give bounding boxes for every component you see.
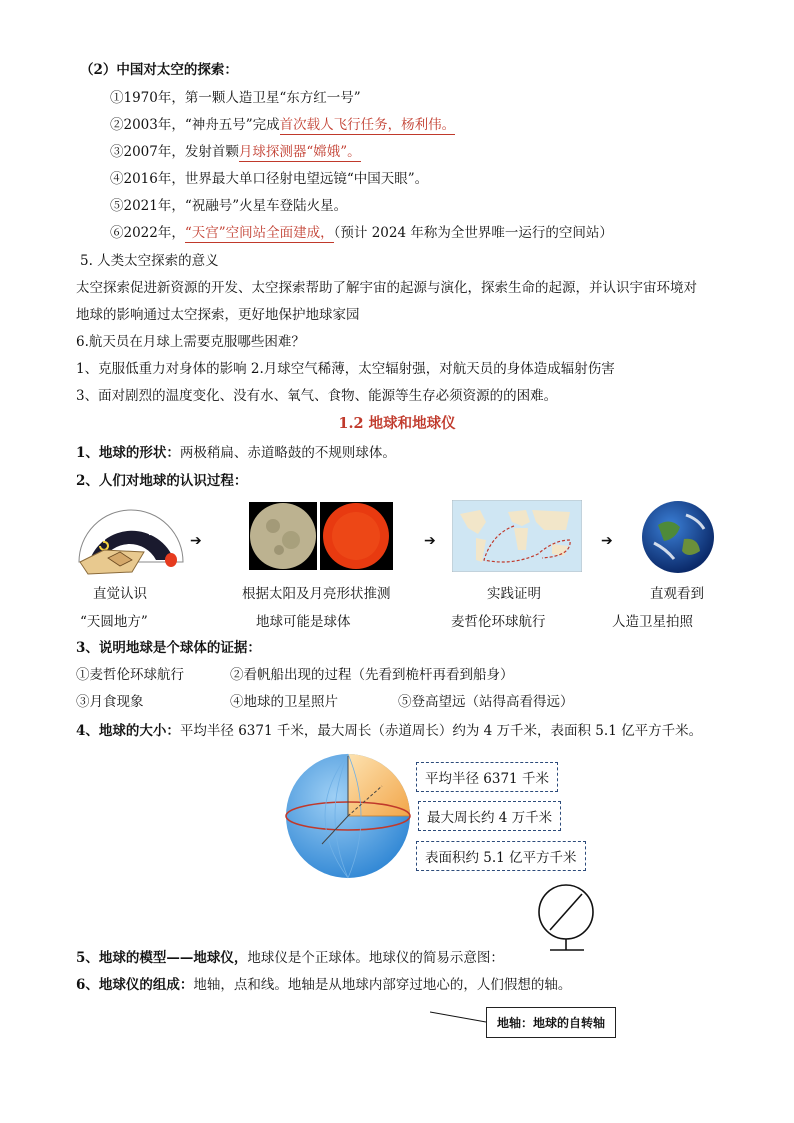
voyage-map-image	[452, 500, 582, 572]
item-3-pre: ③2007年，发射首颗	[110, 144, 239, 160]
stage-3-top: 实践证明	[487, 586, 541, 602]
surface-area-box: 表面积约 5.1 亿平方千米	[416, 841, 586, 871]
stage-2-top: 根据太阳及月亮形状推测	[242, 586, 391, 602]
section-5-line-2: 地球的影响通过太空探索，更好地保护地球家园	[76, 307, 360, 323]
earth-shape-text: 两极稍扁、赤道略鼓的不规则球体。	[179, 445, 396, 461]
stage-3-bottom: 麦哲伦环球航行	[451, 614, 546, 630]
globe-model-text: 地球仪是个正球体。地球仪的简易示意图：	[247, 950, 504, 966]
axis-label-key: 地轴：	[497, 1016, 534, 1030]
radius-box: 平均半径 6371 千米	[416, 762, 558, 792]
evidence-5: ⑤登高望远（站得高看得远）	[398, 694, 574, 710]
section-2-title: （2）中国对太空的探索：	[80, 62, 238, 78]
item-2-pre: ②2003年，“神舟五号”完成	[110, 117, 280, 133]
stage-4-top: 直观看到	[650, 586, 704, 602]
earth-size-line	[76, 719, 702, 739]
dome-sky-image	[74, 500, 184, 580]
arrow-2-icon: ➔	[424, 533, 436, 549]
stage-1-top: 直觉认识	[93, 586, 147, 602]
axis-pointer-line	[430, 1008, 490, 1028]
moon-image	[249, 502, 317, 570]
item-2	[110, 113, 455, 133]
evidence-4: ④地球的卫星照片	[230, 694, 338, 710]
globe-model-line	[76, 946, 504, 966]
item-5: ⑤2021年，“祝融号”火星车登陆火星。	[110, 198, 348, 214]
earth-photo-image	[640, 499, 716, 575]
axis-label-box	[486, 1007, 616, 1038]
sun-image	[320, 502, 393, 570]
item-6	[110, 221, 613, 241]
section-5-line-1: 太空探索促进新资源的开发、太空探索帮助了解宇宙的起源与演化，探索生命的起源，并认识宇宙环境对	[76, 280, 697, 296]
item-1: ①1970年，第一颗人造卫星“东方红一号”	[110, 90, 361, 106]
item-6-pre: ⑥2022年，	[110, 225, 185, 241]
stage-1-bottom: “天圆地方”	[80, 614, 148, 630]
item-2-highlight: 首次载人飞行任务，杨利伟。	[279, 117, 456, 133]
circumference-box: 最大周长约 4 万千米	[418, 801, 561, 831]
item-6-post: （预计 2024 年称为全世界唯一运行的空间站）	[333, 225, 613, 241]
section-6-line-2: 3、面对剧烈的温度变化、没有水、氧气、食物、能源等生存必须资源的的困难。	[76, 388, 558, 404]
item-3-highlight: 月球探测器“嫦娥”。	[238, 144, 361, 160]
stage-2-bottom: 地球可能是球体	[256, 614, 351, 630]
evidence-2: ②看帆船出现的过程（先看到桅杆再看到船身）	[230, 667, 514, 683]
globe-composition-label: 6、地球仪的组成：	[76, 977, 194, 993]
globe-model-label: 5、地球的模型——地球仪，	[76, 950, 248, 966]
evidence-1: ①麦哲伦环球航行	[76, 667, 184, 683]
earth-size-text: 平均半径 6371 千米，最大周长（赤道周长）约为 4 万千米，表面积 5.1 亿平方千米。	[179, 723, 703, 739]
arrow-3-icon: ➔	[601, 533, 613, 549]
earth-shape-line	[76, 441, 396, 461]
earth-shape-label: 1、地球的形状：	[76, 445, 180, 461]
evidence-3: ③月食现象	[76, 694, 144, 710]
globe-sketch-icon	[530, 884, 602, 956]
section-heading: 1.2 地球和地球仪	[338, 415, 456, 432]
axis-label-value: 地球的自转轴	[533, 1016, 606, 1030]
section-5-title: 5. 人类太空探索的意义	[80, 253, 219, 269]
item-4: ④2016年，世界最大单口径射电望远镜“中国天眼”。	[110, 171, 429, 187]
earth-size-label: 4、地球的大小：	[76, 723, 180, 739]
arrow-1-icon: ➔	[190, 533, 202, 549]
globe-composition-text: 地轴，点和线。地轴是从地球内部穿过地心的，人们假想的轴。	[193, 977, 572, 993]
stage-4-bottom: 人造卫星拍照	[612, 614, 693, 630]
section-6-title: 6.航天员在月球上需要克服哪些困难？	[76, 334, 305, 350]
item-3	[110, 140, 361, 160]
cognition-process-label: 2、人们对地球的认识过程：	[76, 473, 248, 489]
earth-cutaway-diagram	[282, 748, 422, 884]
evidence-label: 3、说明地球是个球体的证据：	[76, 640, 261, 656]
section-6-line-1: 1、克服低重力对身体的影响 2.月球空气稀薄，太空辐射强，对航天员的身体造成辐射伤害	[76, 361, 615, 377]
item-6-highlight: “天宫”空间站全面建成，	[184, 225, 334, 241]
globe-composition-line	[76, 973, 571, 993]
